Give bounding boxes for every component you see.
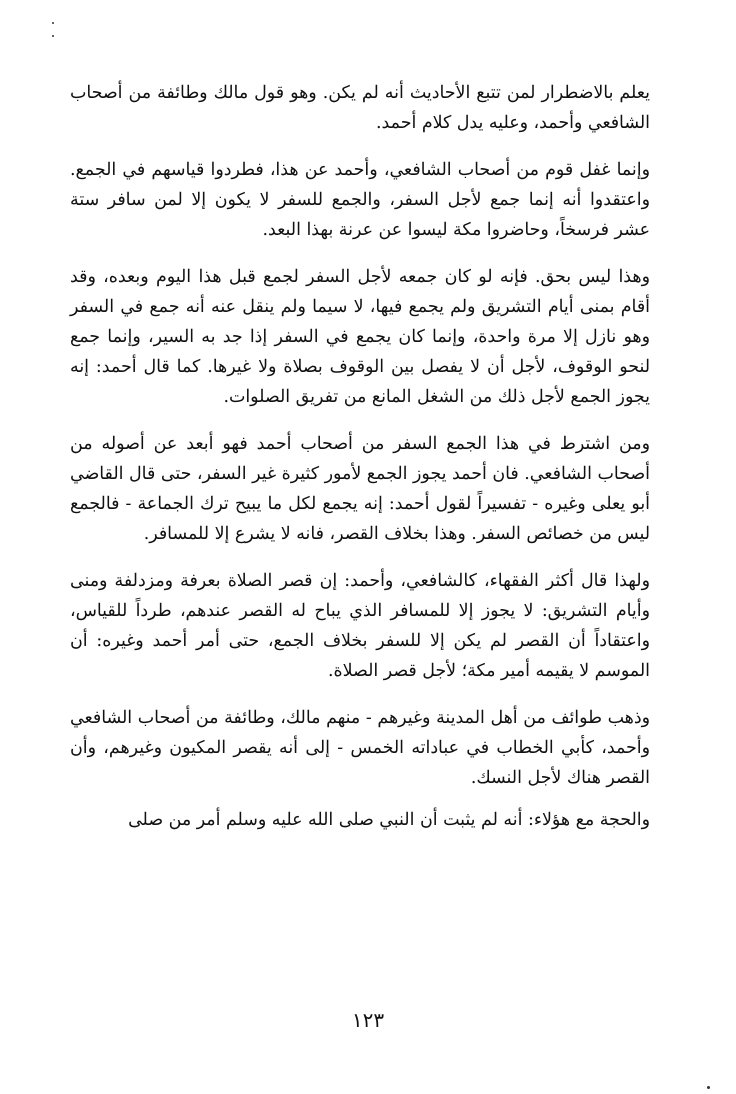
book-page-text (70, 78, 650, 835)
page-number: ١٢٣ (351, 1008, 385, 1032)
paragraph-2: وإنما غفل قوم من أصحاب الشافعي، وأحمد عن هذا، فطردوا قياسهم في الجمع. واعتقدوا أنه إنما جمع لأجل السفر، والجمع للسفر لا يكون إلا لمن سافر ستة عشر فرسخاً، وحاضروا مكة ليسوا عن عرنة بهذا البعد. (70, 160, 650, 240)
scan-speck (52, 22, 54, 24)
paragraph-6: وذهب طوائف من أهل المدينة وغيرهم - منهم مالك، وطائفة من أصحاب الشافعي وأحمد، كأبي الخطاب في عباداته الخمس - إلى أنه يقصر المكيون وغيرهم، وأن القصر هناك لأجل النسك. (70, 708, 650, 788)
scan-speck (707, 1086, 710, 1089)
paragraph-3: وهذا ليس بحق. فإنه لو كان جمعه لأجل السفر لجمع قبل هذا اليوم وبعده، وقد أقام بمنى أيام التشريق ولم يجمع فيها، لا سيما ولم ينقل عنه أنه جمع في السفر وهو نازل إلا مرة واحدة، وإنما كان يجمع في السفر إذا جد به السير، وإنما جمع لنحو الوقوف، لأجل أن لا يفصل بين الوقوف بصلاة ولا غيرها. كما قال أحمد: إنه يجوز الجمع لأجل ذلك من الشغل المانع من تفريق الصلوات. (70, 267, 650, 407)
paragraph-7: والحجة مع هؤلاء: أنه لم يثبت أن النبي صلى الله عليه وسلم أمر من صلى (128, 810, 650, 830)
scan-speck (52, 35, 54, 37)
paragraph-1: يعلم بالاضطرار لمن تتبع الأحاديث أنه لم يكن. وهو قول مالك وطائفة من أصحاب الشافعي وأحمد، وعليه يدل كلام أحمد. (70, 83, 650, 133)
paragraph-4: ومن اشترط في هذا الجمع السفر من أصحاب أحمد فهو أبعد عن أصوله من أصحاب الشافعي. فان أحمد يجوز الجمع لأمور كثيرة غير السفر، حتى قال القاضي أبو يعلى وغيره - تفسيراً لقول أحمد: إنه يجمع لكل ما يبيح ترك الجماعة - فالجمع ليس من خصائص السفر. وهذا بخلاف القصر، فانه لا يشرع إلا للمسافر. (70, 434, 650, 544)
paragraph-5: ولهذا قال أكثر الفقهاء، كالشافعي، وأحمد: إن قصر الصلاة بعرفة ومزدلفة ومنى وأيام التشريق: لا يجوز إلا للمسافر الذي يباح له القصر عندهم، طرداً للقياس، واعتقاداً أن القصر لم يكن إلا للسفر بخلاف الجمع، حتى أمر أحمد وغيره: أن الموسم لا يقيمه أمير مكة؛ لأجل قصر الصلاة. (70, 571, 650, 681)
